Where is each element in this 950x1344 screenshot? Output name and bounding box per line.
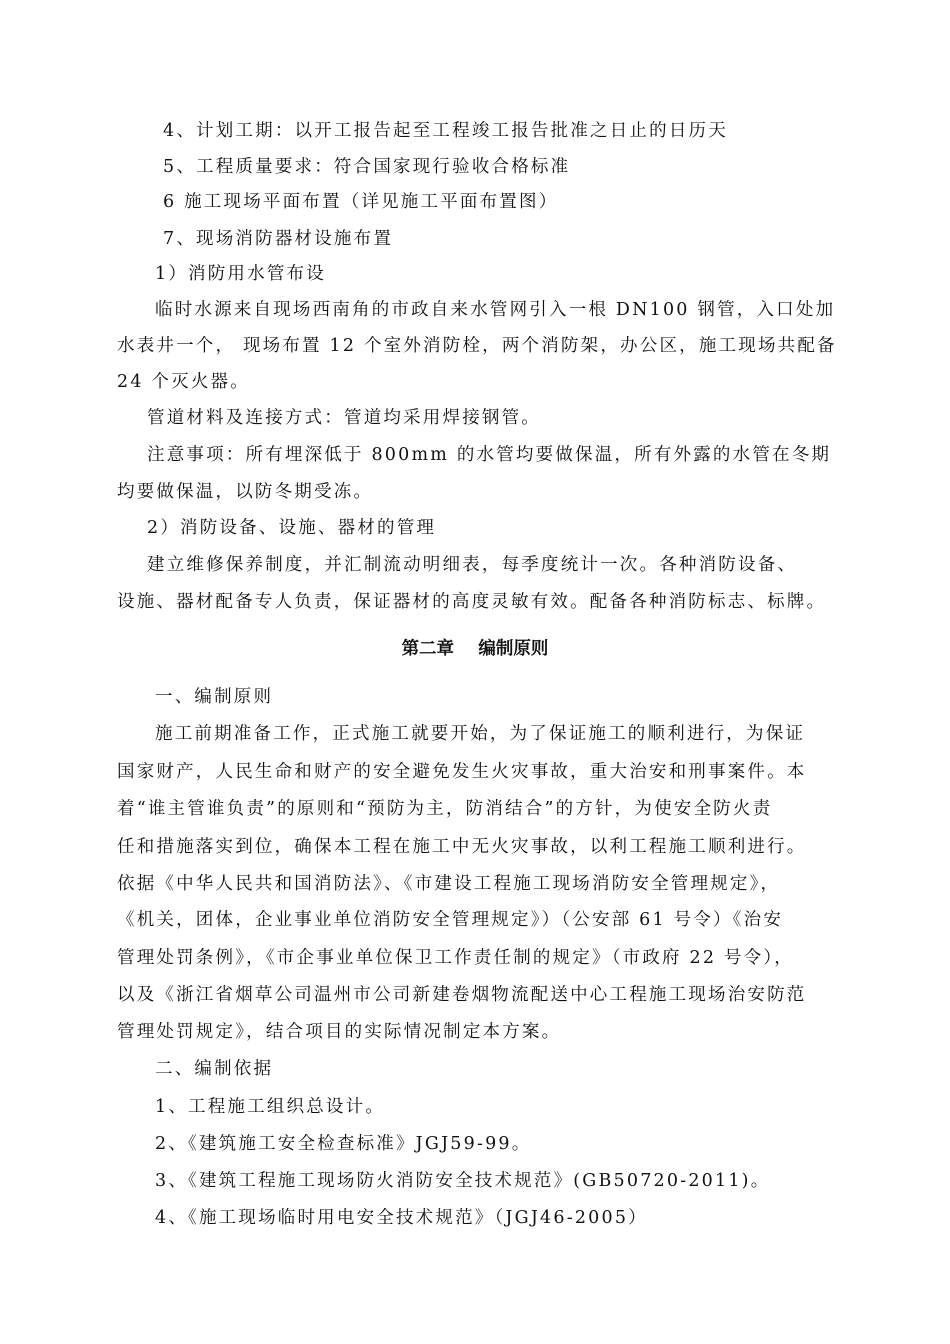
text-line: 注意事项：所有埋深低于 800mm 的水管均要做保温，所有外露的水管在冬期 <box>147 445 832 465</box>
text-line: 均要做保温，以防冬期受冻。 <box>117 482 374 502</box>
list-item: 3、《建筑工程施工现场防火消防安全技术规范》(GB50720-2011)。 <box>155 1171 771 1191</box>
text-line: 设施、器材配备专人负责，保证器材的高度灵敏有效。配备各种消防标志、标牌。 <box>117 592 827 612</box>
text-line: 7、现场消防器材设施布置 <box>163 229 394 249</box>
text-line: 5、工程质量要求：符合国家现行验收合格标准 <box>163 157 571 177</box>
text-line: 建立维修保养制度，并汇制流动明细表，每季度统计一次。各种消防设备、 <box>147 555 798 575</box>
text-line: 水表井一个， 现场布置 12 个室外消防栓，两个消防架，办公区，施工现场共配备 <box>117 336 837 356</box>
list-item: 4、《施工现场临时用电安全技术规范》（JGJ46-2005） <box>155 1208 648 1228</box>
text-line: 《机关，团体，企业事业单位消防安全管理规定》）（公安部 61 号令）《治安 <box>117 910 784 930</box>
list-item: 2、《建筑施工安全检查标准》JGJ59-99。 <box>155 1134 532 1154</box>
text-line: 临时水源来自现场西南角的市政自来水管网引入一根 DN100 钢管，入口处加 <box>155 300 836 320</box>
text-line: 施工前期准备工作，正式施工就要开始，为了保证施工的顺利进行，为保证 <box>155 724 806 744</box>
chapter-heading: 第二章 编制原则 <box>401 639 549 659</box>
list-item: 1、工程施工组织总设计。 <box>155 1097 386 1117</box>
text-line: 国家财产，人民生命和财产的安全避免发生火灾事故，重大治安和刑事案件。本 <box>117 762 807 782</box>
text-line: 任和措施落实到位，确保本工程在施工中无火灾事故，以利工程施工顺利进行。 <box>117 837 807 857</box>
section-heading: 二、编制依据 <box>155 1059 274 1079</box>
text-line: 着“谁主管谁负责”的原则和“预防为主，防消结合”的方针，为使安全防火责 <box>117 799 773 819</box>
text-line: 管理处罚条例》，《市企事业单位保卫工作责任制的规定》（市政府 22 号令）， <box>117 948 794 968</box>
text-line: 依据《中华人民共和国消防法》、《市建设工程施工现场消防安全管理规定》， <box>117 874 781 894</box>
text-line: 6 施工现场平面布置（详见施工平面布置图） <box>163 192 559 212</box>
text-line: 以及《浙江省烟草公司温州市公司新建卷烟物流配送中心工程施工现场治安防范 <box>117 985 807 1005</box>
text-line: 管理处罚规定》，结合项目的实际情况制定本方案。 <box>117 1022 562 1042</box>
text-line: 4、计划工期：以开工报告起至工程竣工报告批准之日止的日历天 <box>163 121 728 141</box>
text-line: 2）消防设备、设施、器材的管理 <box>147 518 437 538</box>
section-heading: 一、编制原则 <box>155 687 274 707</box>
text-line: 管道材料及连接方式：管道均采用焊接钢管。 <box>147 408 541 428</box>
text-line: 1）消防用水管布设 <box>155 264 326 284</box>
text-line: 24 个灭火器。 <box>117 372 250 392</box>
